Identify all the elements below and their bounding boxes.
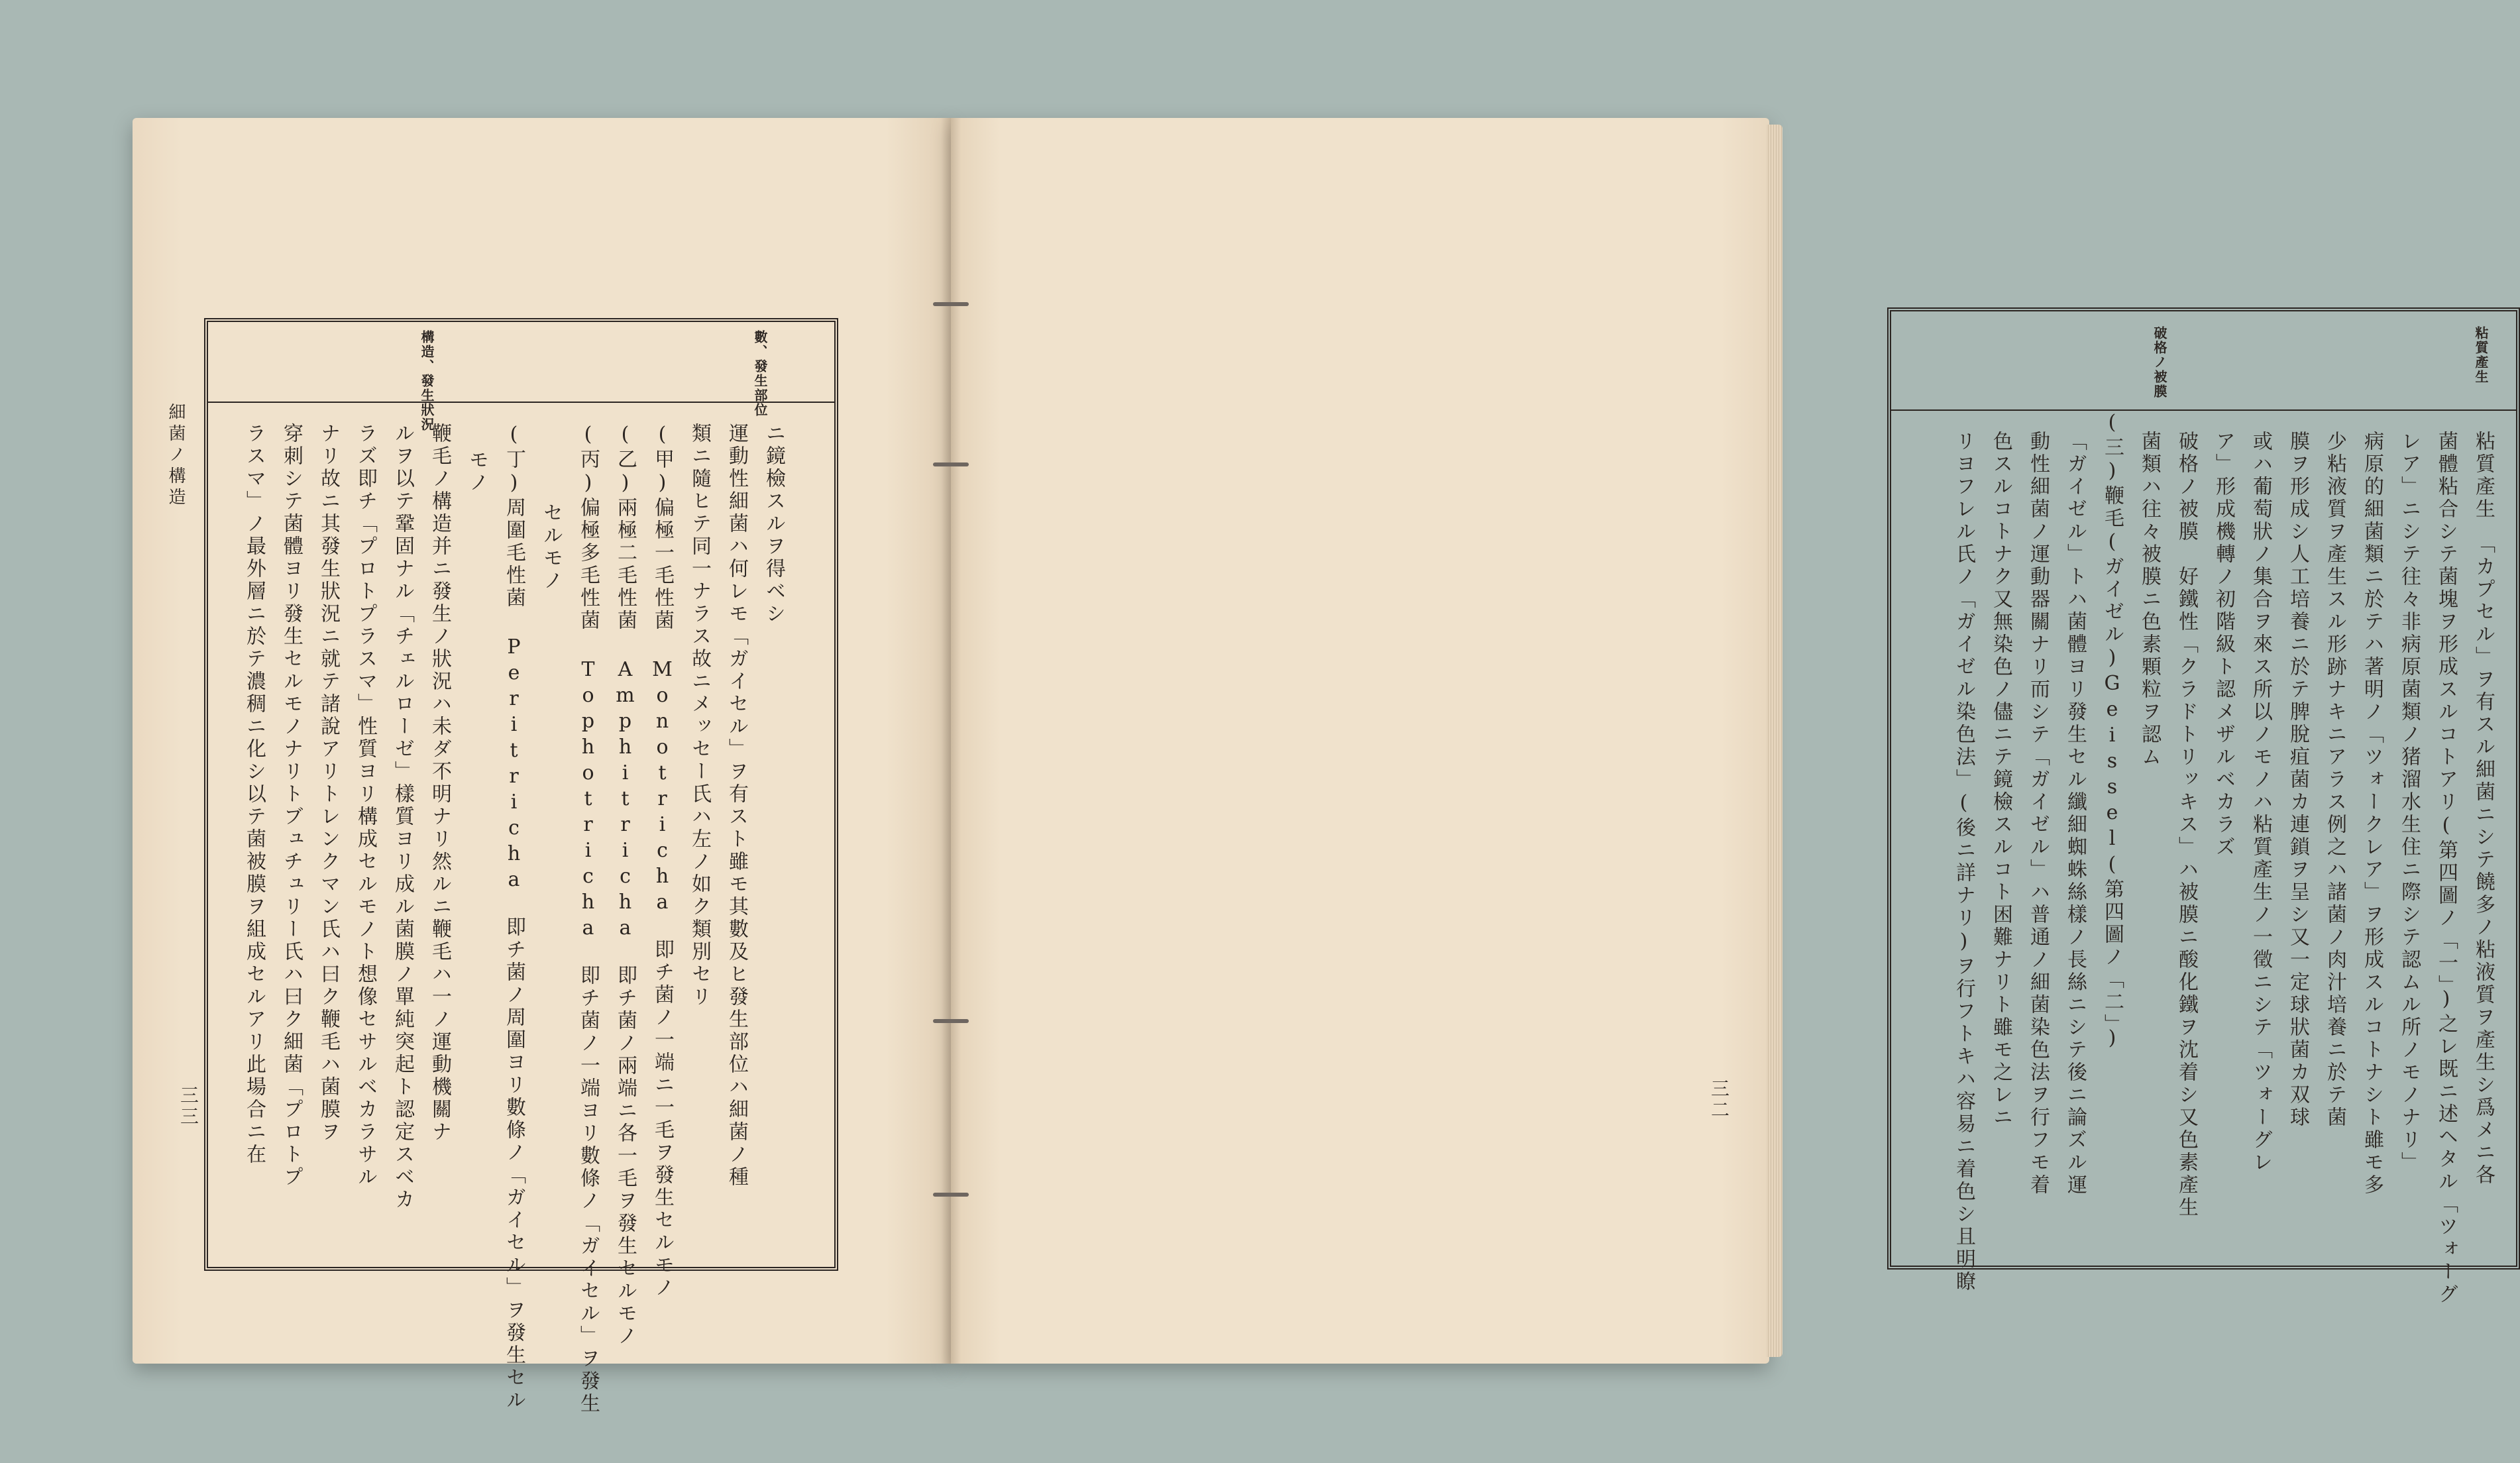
binding-stitch <box>933 1193 969 1197</box>
text-line: 或ハ葡萄狀ノ集合ヲ來ス所以ノモノハ粘質產生ノ一徵ニシテ「ツォーグレ <box>2249 431 2272 1174</box>
text-line: 破格ノ被膜 好鐵性「クラドトリッキス」ハ被膜ニ酸化鐵ヲ沈着シ又色素產生 <box>2175 431 2198 1219</box>
text-line: ラスマ」ノ最外層ニ於テ濃稠ニ化シ以テ菌被膜ヲ組成セルアリ此場合ニ在 <box>243 423 266 1166</box>
text-line: 色スルコトナク又無染色ノ儘ニテ鏡檢スルコト困難ナリト雖モ之レニ <box>1989 431 2012 1129</box>
text-line: 粘質產生 「カプセル」ヲ有スル細菌ニシテ饒多ノ粘液質ヲ產生シ爲メニ各 <box>2472 431 2495 1187</box>
text-frame <box>204 318 838 1415</box>
text-line: 類ニ隨ヒテ同一ナラス故ニメッセー氏ハ左ノ如ク類別セリ <box>688 423 711 1008</box>
text-line: 穿刺シテ菌體ヨリ發生セルモノナリトブュチュリー氏ハ曰ク細菌「プロトプ <box>280 423 303 1189</box>
binding-stitch <box>933 302 969 306</box>
margin-heading: 破格ノ被膜 <box>2152 326 2167 399</box>
text-line: (甲)偏極一毛性菌 Monotricha 即チ菌ノ一端ニ一毛ヲ發生セルモノ <box>651 423 674 1299</box>
right-page <box>951 118 2495 1364</box>
page-number: 三三 <box>178 1085 199 1128</box>
open-book <box>133 118 2495 1415</box>
header-rule <box>208 402 834 403</box>
left-page <box>133 118 951 1415</box>
margin-heading: 粘質產生 <box>2473 326 2489 384</box>
text-line: 膜ヲ形成シ人工培養ニ於テ脾脫疽菌カ連鎖ヲ呈シ又一定球狀菌カ双球 <box>2286 431 2309 1129</box>
text-line: セルモノ <box>539 502 563 592</box>
text-line: (丙)偏極多毛性菌 Tophotricha 即チ菌ノ一端ヨリ數條ノ「ガイセル」ヲ發生 <box>576 423 600 1415</box>
text-line: モノ <box>465 449 488 494</box>
text-line: 菌體粘合シテ菌塊ヲ形成スルコトアリ(第四圖ノ「一」)之レ既ニ述ヘタル「ツォーグ <box>2435 431 2458 1306</box>
margin-heading: 構造、發生狀況 <box>419 330 435 432</box>
page-edges <box>1766 125 1782 1357</box>
text-line: 病原的細菌類ニ於テハ著明ノ「ツォークレア」ヲ形成スルコトナシト雖モ多 <box>2360 431 2383 1197</box>
binding-stitch <box>933 1019 969 1023</box>
text-line: リヨフレル氏ノ「ガイゼル染色法」(後ニ詳ナリ)ヲ行フトキハ容易ニ着色シ且明瞭 <box>1952 431 1975 1293</box>
text-line: 鞭毛ノ構造并ニ發生ノ狀況ハ未ダ不明ナリ然ルニ鞭毛ハ一ノ運動機關ナ <box>428 423 451 1144</box>
text-line: 運動性細菌ハ何レモ「ガイセル」ヲ有スト雖モ其數及ヒ發生部位ハ細菌ノ種 <box>725 423 748 1189</box>
margin-heading: 數、發生部位 <box>752 330 768 417</box>
text-line: 菌類ハ往々被膜ニ色素顆粒ヲ認ム <box>2138 431 2161 769</box>
text-line: ナリ故ニ其發生狀況ニ就テ諸說アリトレンクマン氏ハ曰ク鞭毛ハ菌膜ヲ <box>317 423 340 1144</box>
text-line: ニ鏡檢スルヲ得ベシ <box>762 423 785 625</box>
text-line: (乙)兩極二毛性菌 Amphitricha 即チ菌ノ兩端ニ各一毛ヲ發生セルモノ <box>614 423 637 1348</box>
text-line: 「ガイゼル」トハ菌體ヨリ發生セル纖細蜘蛛絲樣ノ長絲ニシテ後ニ論ズル運 <box>2063 431 2087 1197</box>
text-line: (丁)周圍毛性菌 Peritricha 即チ菌ノ周圍ヨリ數條ノ「ガイセル」ヲ發生セル <box>502 423 525 1412</box>
text-line: ラズ即チ「プロトプラスマ」性質ヨリ構成セルモノト想像セサルベカラサル <box>354 423 377 1189</box>
text-line: 少粘液質ヲ產生スル形跡ナキニアラス例之ハ諸菌ノ肉汁培養ニ於テ菌 <box>2323 431 2346 1129</box>
text-line: ルヲ以テ鞏固ナル「チェルローゼ」樣質ヨリ成ル菌膜ノ單純突起ト認定スベカ <box>391 423 414 1211</box>
text-line: レア」ニシテ往々非病原菌類ノ猪溜水生住ニ際シテ認ムル所ノモノナリ」 <box>2397 431 2421 1174</box>
binding-stitch <box>933 462 969 466</box>
text-line: (三)鞭毛(ガイゼル)Geissel(第四圖ノ「二」) <box>2101 411 2124 1052</box>
text-frame <box>1887 307 2520 1306</box>
running-title: 細菌ノ構造 <box>166 403 186 509</box>
header-rule <box>1891 409 2516 411</box>
page-number: 三二 <box>1708 1079 1730 1121</box>
text-line: 動性細菌ノ運動器關ナリ而シテ「ガイゼル」ハ普通ノ細菌染色法ヲ行フモ着 <box>2026 431 2050 1197</box>
text-line: ア」形成機轉ノ初階級ト認メザルベカラズ <box>2212 431 2235 859</box>
